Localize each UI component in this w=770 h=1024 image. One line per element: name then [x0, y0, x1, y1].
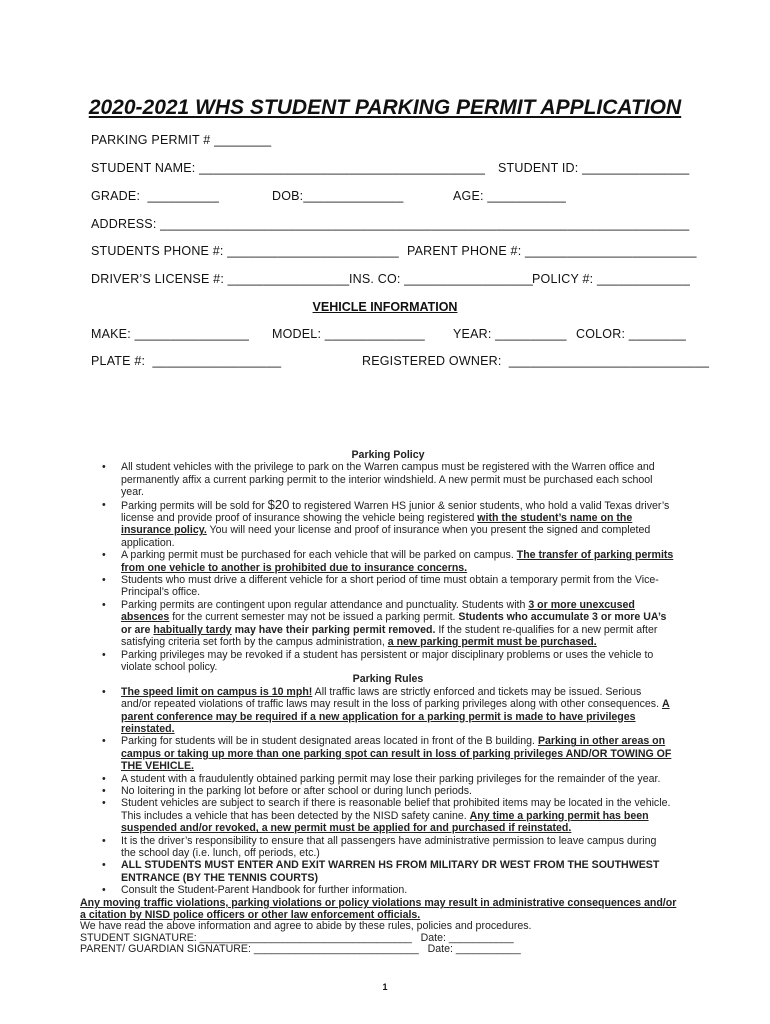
page-number: 1 — [382, 982, 388, 992]
student-id-field[interactable]: STUDENT ID: _______________ — [498, 161, 690, 175]
parking-permit-field[interactable]: PARKING PERMIT # ________ — [91, 133, 272, 147]
policy-item: • All student vehicles with the privilege to park on the Warren campus must be registered with the Warren office and permanently affix a current parking permit to the interior windshield. A new permit must be purchased each school year. — [102, 461, 674, 498]
violations-warning: Any moving traffic violations, parking violations or policy violations may result in administrative consequences and/or a citation by NISD police officers or other law enforcement officials. — [80, 897, 677, 921]
policy-item: • Parking privileges may be revoked if a student has persistent or major disciplinary problems or uses the vehicle to violate school policy. — [102, 649, 674, 674]
signature-section — [80, 898, 680, 956]
parent-signature-field[interactable]: PARENT/ GUARDIAN SIGNATURE: ____________________________ Date: ___________ — [80, 943, 521, 956]
policy-item: • Parking permits will be sold for $20 to registered Warren HS junior & senior students, who hold a valid Texas driver’s license and provide proof of insurance showing the vehicle being registered with the student’s name on the insurance policy. You will need your license and proof of insurance when you present the signed and completed application. — [102, 499, 674, 550]
policy-item: • A parking permit must be purchased for each vehicle that will be parked on campus. The transfer of parking permits from one vehicle to another is prohibited due to insurance concerns. — [102, 549, 674, 574]
agreement-statement: We have read the above information and agree to abide by these rules, policies and procedures. — [80, 920, 532, 933]
page-title: 2020-2021 WHS STUDENT PARKING PERMIT APPLICATION — [88, 96, 682, 119]
rule-item: • ALL STUDENTS MUST ENTER AND EXIT WARREN HS FROM MILITARY DR WEST FROM THE SOUTHWEST ENTRANCE (BY THE TENNIS COURTS) — [102, 859, 674, 884]
rule-item: • Student vehicles are subject to search if there is reasonable belief that prohibited items may be located in the vehicle. This includes a vehicle that has been detected by the NISD safety canine. Any time a parking permit has been suspended and/or revoked, a new permit must be applied for and purchased if reinstated. — [102, 797, 674, 834]
color-field[interactable]: COLOR: ________ — [576, 327, 687, 341]
registered-owner-field[interactable]: REGISTERED OWNER: ____________________________ — [362, 354, 710, 368]
vehicle-info-heading: VEHICLE INFORMATION — [312, 300, 458, 314]
dob-field[interactable]: DOB:______________ — [272, 189, 404, 203]
drivers-license-field[interactable]: DRIVER’S LICENSE #: _________________ — [91, 272, 350, 286]
parent-phone-field[interactable]: PARENT PHONE #: ________________________ — [407, 244, 697, 258]
rule-item: • Parking for students will be in student designated areas located in front of the B building. Parking in other areas on campus or taking up more than one parking spot can result in loss of parking privileges AND/OR TOWING OF THE VEHICLE. — [102, 735, 674, 772]
rule-item: • It is the driver’s responsibility to ensure that all passengers have administrative permission to leave campus during the school day (i.e. lunch, off periods, etc.) — [102, 835, 674, 860]
model-field[interactable]: MODEL: ______________ — [272, 327, 425, 341]
insurance-company-field[interactable]: INS. CO: __________________ — [349, 272, 534, 286]
grade-field[interactable]: GRADE: __________ — [91, 189, 219, 203]
rule-item: • Consult the Student-Parent Handbook for further information. — [102, 884, 674, 896]
parking-policy-heading: Parking Policy — [351, 449, 425, 461]
plate-field[interactable]: PLATE #: __________________ — [91, 354, 282, 368]
year-field[interactable]: YEAR: __________ — [453, 327, 567, 341]
student-signature-field[interactable]: STUDENT SIGNATURE: ____________________________________ Date: ___________ — [80, 931, 514, 944]
parking-rules-heading: Parking Rules — [352, 673, 424, 686]
address-field[interactable]: ADDRESS: __________________________________________________________________________ — [91, 217, 690, 231]
rule-item: • The speed limit on campus is 10 mph! All traffic laws are strictly enforced and tickets may be issued. Serious and/or repeated violations of traffic laws may result in the loss of parking privileges along with other consequences. A parent conference may be required if a new application for a parking permit is made to have privileges reinstated. — [102, 686, 674, 736]
policy-item: • Parking permits are contingent upon regular attendance and punctuality. Students with 3 or more unexcused absences for the current semester may not be issued a parking permit. Students who accumulate 3 or more UA’s or are habitually tardy may have their parking permit removed. If the student re-qualifies for a new permit after satisfying criteria set forth by the campus administration, a new parking permit must be purchased. — [102, 599, 674, 649]
student-name-field[interactable]: STUDENT NAME: ________________________________________ — [91, 161, 486, 175]
rule-item: • A student with a fraudulently obtained parking permit may lose their parking privileges for the remainder of the year. — [102, 773, 674, 785]
rule-item: • No loitering in the parking lot before or after school or during lunch periods. — [102, 785, 674, 797]
students-phone-field[interactable]: STUDENTS PHONE #: ________________________ — [91, 244, 399, 258]
policy-item: • Students who must drive a different vehicle for a short period of time must obtain a temporary permit from the Vice-Principal’s office. — [102, 574, 674, 599]
policy-number-field[interactable]: POLICY #: _____________ — [532, 272, 690, 286]
age-field[interactable]: AGE: ___________ — [453, 189, 567, 203]
make-field[interactable]: MAKE: ________________ — [91, 327, 250, 341]
parking-policy-section — [102, 449, 674, 897]
